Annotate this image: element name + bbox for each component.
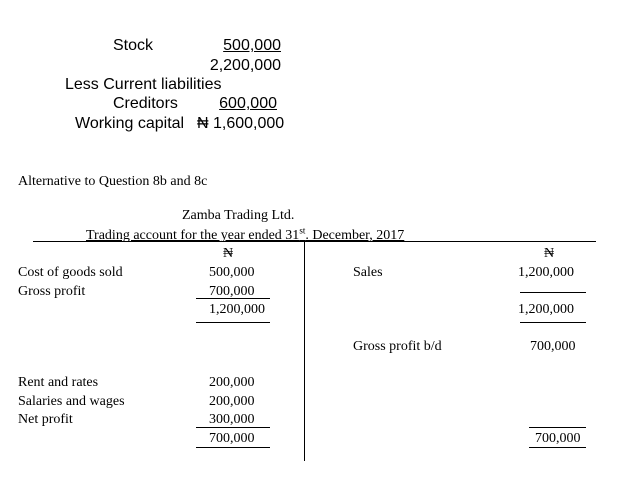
working-capital-value: ₦ 1,600,000 [197,115,285,132]
right-rule-2 [520,322,586,323]
gross-profit-label: Gross profit [18,284,86,299]
rent-value: 200,000 [209,375,255,390]
sales-value: 1,200,000 [518,265,574,280]
right-rule-4 [529,447,586,448]
rent-label: Rent and rates [18,375,99,390]
cogs-value: 500,000 [209,265,255,280]
gross-profit-bd-label: Gross profit b/d [353,339,442,354]
t-account-divider [304,241,305,461]
account-title-ordinal: st [299,225,306,236]
net-profit-label: Net profit [18,412,73,427]
net-profit-value: 300,000 [209,412,255,427]
left-rule-1 [196,298,270,299]
stock-label: Stock [113,37,154,54]
sales-label: Sales [353,265,383,280]
working-capital-label: Working capital [75,115,185,132]
right-total-2: 700,000 [535,431,581,446]
right-currency-symbol: ₦ [544,246,555,261]
subtotal-value: 2,200,000 [209,57,281,74]
left-rule-4 [196,447,270,448]
salaries-value: 200,000 [209,394,255,409]
t-account-top-line [33,241,596,242]
cogs-label: Cost of goods sold [18,265,123,280]
creditors-label: Creditors [113,95,178,112]
account-title-date: . December, 2017 [305,228,405,243]
left-total-2: 700,000 [209,431,255,446]
creditors-value: 600,000 [219,95,277,112]
left-currency-symbol: ₦ [223,246,234,261]
left-rule-2 [196,322,270,323]
right-total-1: 1,200,000 [518,302,574,317]
right-rule-3 [529,427,586,428]
left-total-1: 1,200,000 [209,302,265,317]
less-current-liabilities-label: Less Current liabilities [65,76,222,93]
left-rule-3 [196,427,270,428]
company-name: Zamba Trading Ltd. [182,208,295,223]
stock-value: 500,000 [223,37,281,54]
right-rule-1 [520,292,586,293]
gross-profit-bd-value: 700,000 [530,339,576,354]
gross-profit-value: 700,000 [209,284,255,299]
account-title-main: Trading account for the year ended 31 [86,228,300,243]
alternative-heading: Alternative to Question 8b and 8c [18,174,208,189]
salaries-label: Salaries and wages [18,394,125,409]
